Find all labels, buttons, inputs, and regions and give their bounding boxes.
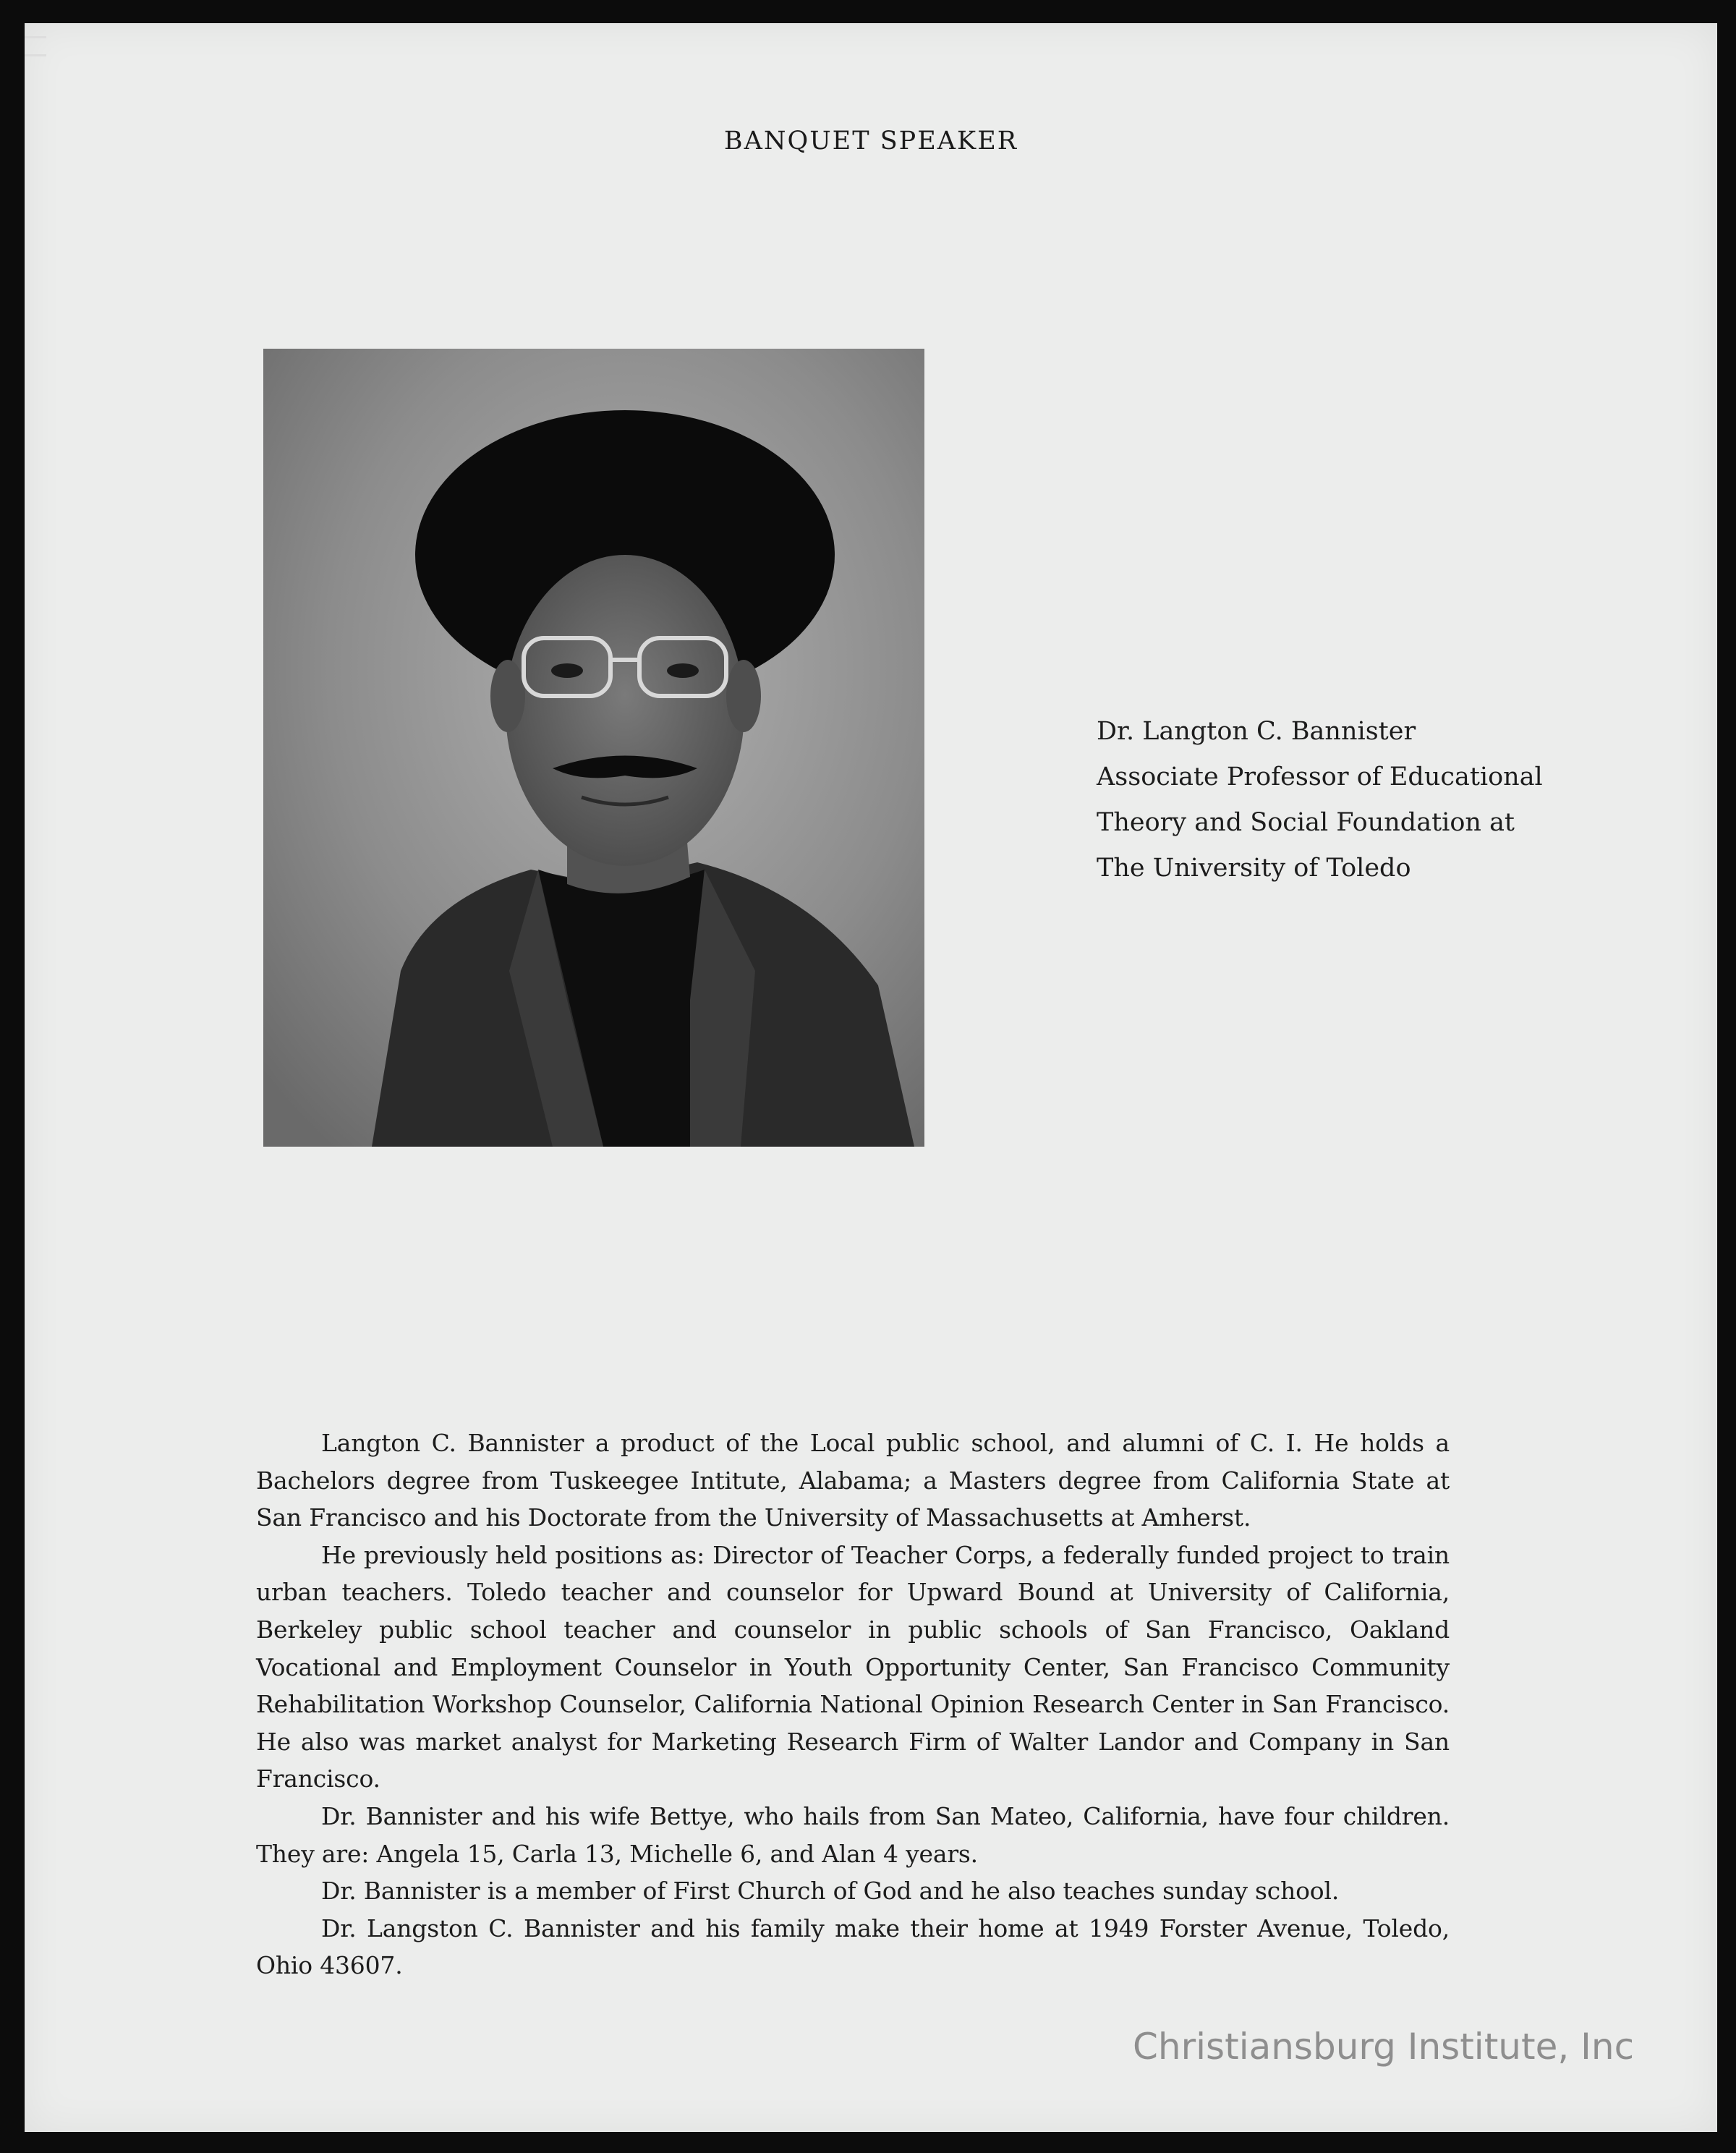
bio-paragraph-positions: He previously held positions as: Director of Teacher Corps, a federally funded project to train urban teachers. Toledo teacher and counselor for Upward Bound at University of California, Berkeley public school teacher and counselor in public schools of San Francisco, Oakland Vocational and Employment Counselor in Youth Opportunity Center, San Francisco Community Rehabilitation Workshop Counselor, California National Opinion Research Center in San Francisco. He also was market analyst for Marketing Research Firm of Walter Landor and Company in San Francisco. bbox=[256, 1540, 1450, 1793]
bio-paragraph-church: Dr. Bannister is a member of First Church of God and he also teaches sunday school. bbox=[321, 1877, 1340, 1906]
portrait-illustration bbox=[263, 349, 924, 1147]
speaker-affiliation: The University of Toledo bbox=[1097, 854, 1411, 883]
speaker-caption bbox=[1097, 709, 1690, 891]
speaker-biography bbox=[256, 1424, 1450, 1984]
binding-mark bbox=[25, 36, 46, 56]
speaker-title-line-2: Theory and Social Foundation at bbox=[1097, 808, 1515, 837]
document-page bbox=[25, 23, 1717, 2132]
archive-watermark: Christiansburg Institute, Inc bbox=[1133, 2026, 1635, 2068]
bio-paragraph-home: Dr. Langston C. Bannister and his family make their home at 1949 Forster Avenue, Toledo, Ohio 43607. bbox=[256, 1914, 1450, 1980]
bio-paragraph-education: Langton C. Bannister a product of the Local public school, and alumni of C. I. He holds a Bachelors degree from Tuskeegee Intitute, Alabama; a Masters degree from California State at San Francisco and his Doctorate from the University of Massachusetts at Amherst. bbox=[256, 1429, 1450, 1532]
speaker-name: Dr. Langton C. Bannister bbox=[1097, 717, 1416, 746]
bio-paragraph-family: Dr. Bannister and his wife Bettye, who hails from San Mateo, California, have four children. They are: Angela 15, Carla 13, Michelle 6, and Alan 4 years. bbox=[256, 1801, 1450, 1868]
speaker-portrait-photo bbox=[263, 349, 924, 1147]
page-heading: BANQUET SPEAKER bbox=[723, 127, 1018, 156]
speaker-title-line-1: Associate Professor of Educational bbox=[1097, 763, 1543, 791]
